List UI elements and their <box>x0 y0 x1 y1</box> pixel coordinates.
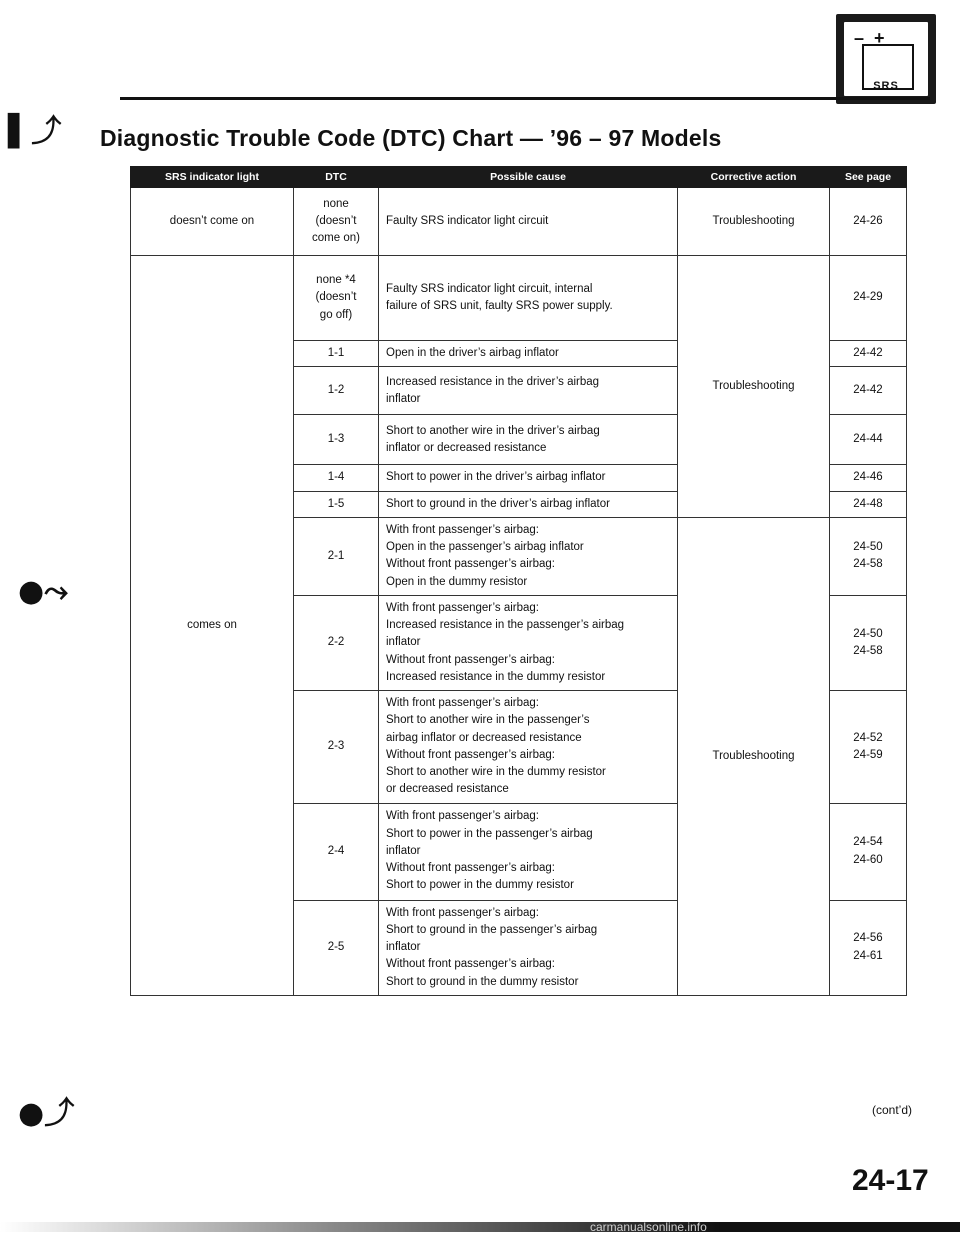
page-ref-cell: 24-56 24-61 <box>830 900 907 995</box>
cause-cell: With front passenger’s airbag: Increased resistance in the passenger’s airbag inflator Without front passenger’s airbag: Increased resistance in the dummy resistor <box>379 595 678 690</box>
cause-cell: With front passenger’s airbag: Open in the passenger’s airbag inflator Without front passenger’s airbag: Open in the dummy resistor <box>379 517 678 595</box>
srs-badge-label: SRS <box>873 80 899 92</box>
page-ref-cell: 24-26 <box>830 188 907 256</box>
battery-plus: + <box>874 28 885 48</box>
dtc-cell: 1-3 <box>294 415 379 465</box>
cause-cell: With front passenger’s airbag: Short to another wire in the passenger’s airbag inflator or decreased resistance Without front passenger’s airbag: Short to another wire in the dummy resistor or decreased resistance <box>379 691 678 804</box>
header-corrective-action: Corrective action <box>678 167 830 188</box>
dtc-cell: 2-2 <box>294 595 379 690</box>
table-row <box>131 256 907 341</box>
binder-mark-icon: ▌⤴ <box>8 114 62 149</box>
cause-cell: Increased resistance in the driver’s airbag inflator <box>379 367 678 415</box>
dtc-cell: 1-1 <box>294 341 379 367</box>
dtc-cell: 2-5 <box>294 900 379 995</box>
page-ref-cell: 24-29 <box>830 256 907 341</box>
page-ref-cell: 24-54 24-60 <box>830 803 907 900</box>
dtc-cell: none (doesn’t come on) <box>294 188 379 256</box>
page-ref-cell: 24-50 24-58 <box>830 595 907 690</box>
indicator-light-cell: doesn’t come on <box>131 188 294 256</box>
header-srs-indicator-light: SRS indicator light <box>131 167 294 188</box>
action-cell: Troubleshooting <box>678 517 830 995</box>
header-dtc: DTC <box>294 167 379 188</box>
header-possible-cause: Possible cause <box>379 167 678 188</box>
action-cell: Troubleshooting <box>678 188 830 256</box>
cause-cell: Short to another wire in the driver’s airbag inflator or decreased resistance <box>379 415 678 465</box>
binder-mark-icon: ●⤴ <box>18 1096 75 1131</box>
action-cell: Troubleshooting <box>678 256 830 518</box>
header-see-page: See page <box>830 167 907 188</box>
cause-cell: Faulty SRS indicator light circuit <box>379 188 678 256</box>
header-rule <box>120 97 930 100</box>
watermark: carmanualsonline.info <box>590 1220 707 1234</box>
continued-note: (cont’d) <box>872 1103 913 1117</box>
dtc-cell: 1-4 <box>294 465 379 491</box>
footer-band <box>0 1222 960 1232</box>
binder-mark-icon: ●⤳ <box>18 574 69 609</box>
dtc-cell: 1-5 <box>294 491 379 517</box>
srs-section-icon <box>836 14 936 104</box>
cause-cell: Short to ground in the driver’s airbag inflator <box>379 491 678 517</box>
cause-cell: Open in the driver’s airbag inflator <box>379 341 678 367</box>
cause-cell: With front passenger’s airbag: Short to ground in the passenger’s airbag inflator Without front passenger’s airbag: Short to ground in the dummy resistor <box>379 900 678 995</box>
page-ref-cell: 24-48 <box>830 491 907 517</box>
page-number: 24-17 <box>852 1164 929 1197</box>
table-row <box>131 188 907 256</box>
page-ref-cell: 24-50 24-58 <box>830 517 907 595</box>
table-header-row <box>131 167 907 188</box>
page-ref-cell: 24-44 <box>830 415 907 465</box>
dtc-cell: 2-3 <box>294 691 379 804</box>
indicator-light-cell: comes on <box>131 256 294 996</box>
dtc-table <box>130 166 907 996</box>
dtc-cell: 2-1 <box>294 517 379 595</box>
cause-cell: With front passenger’s airbag: Short to power in the passenger’s airbag inflator Without front passenger’s airbag: Short to power in the dummy resistor <box>379 803 678 900</box>
battery-minus: – <box>854 28 865 48</box>
page-ref-cell: 24-42 <box>830 367 907 415</box>
page-ref-cell: 24-52 24-59 <box>830 691 907 804</box>
page-title: Diagnostic Trouble Code (DTC) Chart — ’96 – 97 Models <box>100 125 722 152</box>
cause-cell: Faulty SRS indicator light circuit, internal failure of SRS unit, faulty SRS power supply. <box>379 256 678 341</box>
dtc-cell: 1-2 <box>294 367 379 415</box>
cause-cell: Short to power in the driver’s airbag inflator <box>379 465 678 491</box>
page-ref-cell: 24-42 <box>830 341 907 367</box>
page-ref-cell: 24-46 <box>830 465 907 491</box>
dtc-cell: none *4 (doesn’t go off) <box>294 256 379 341</box>
dtc-cell: 2-4 <box>294 803 379 900</box>
